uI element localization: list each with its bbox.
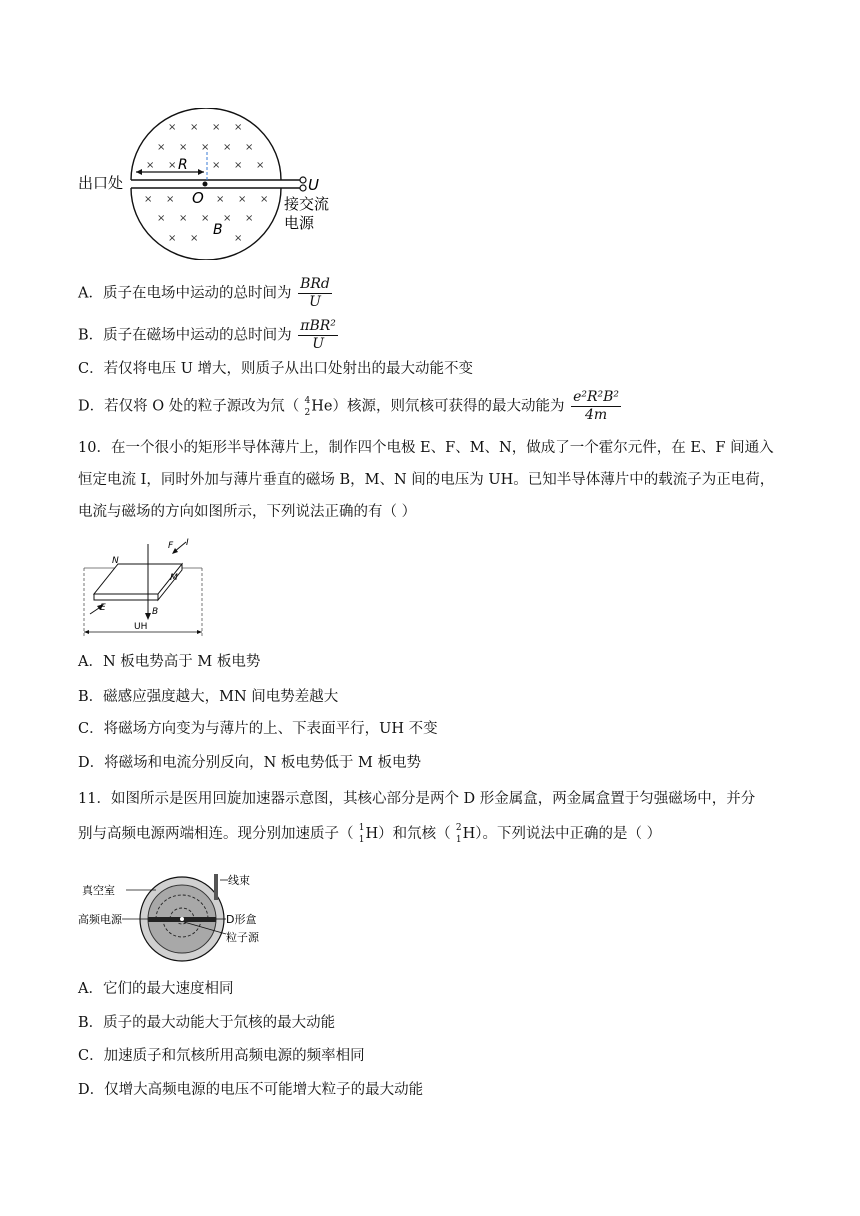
field-mark: ×: [245, 213, 254, 224]
q9-option-d-fraction: [571, 389, 621, 424]
q9-option-d-numerator: e²R²B²: [573, 389, 620, 405]
field-mark: ×: [212, 122, 221, 133]
hall-label-i: I: [186, 538, 189, 548]
cyclotron-label-particle-source: 粒子源: [226, 931, 259, 944]
q11-stem-text-b: H）和氘核（: [365, 826, 451, 842]
cyclotron-label-hf-source: 高频电源: [78, 913, 122, 926]
q11-option-c: C．加速质子和氘核所用高频电源的频率相同: [78, 1048, 365, 1064]
label-ac-line2: 电源: [284, 214, 315, 232]
field-mark: ×: [234, 160, 243, 171]
field-mark: ×: [179, 142, 188, 153]
q9-option-a-numerator: BRd: [300, 276, 330, 292]
field-mark: ×: [216, 194, 225, 205]
field-mark: ×: [168, 122, 177, 133]
q10-option-d: D．将磁场和电流分别反向，N 板电势低于 M 板电势: [78, 755, 421, 771]
q11-option-b: B．质子的最大动能大于氘核的最大动能: [78, 1015, 336, 1031]
field-mark: ×: [223, 142, 232, 153]
field-mark: ×: [238, 194, 247, 205]
q9-option-b-numerator: πBR²: [300, 318, 336, 334]
q9-option-d-text-a: D．若仅将 O 处的粒子源改为氘（: [78, 398, 300, 415]
q9-option-a-text: A．质子在电场中运动的总时间为: [78, 285, 292, 302]
isotope-he: [300, 396, 310, 418]
field-mark: ×: [144, 194, 153, 205]
cyclotron-label-beam: 线束: [228, 874, 250, 887]
isotope-number: 1: [358, 835, 365, 845]
isotope-mass: 2: [455, 823, 462, 833]
field-mark: ×: [212, 160, 221, 171]
q9-option-a-denominator: U: [309, 294, 321, 310]
field-mark: ×: [223, 213, 232, 224]
field-mark: ×: [179, 213, 188, 224]
label-o: O: [192, 189, 204, 207]
hall-label-e: E: [100, 603, 106, 613]
figure-cyclotron: [78, 866, 308, 962]
q11-stem-text-a: 别与高频电源两端相连。现分别加速质子（: [78, 826, 354, 842]
q11-stem-line2: [78, 823, 661, 845]
q9-option-d-text-b: He）核源，则氘核可获得的最大动能为: [311, 398, 565, 415]
field-mark: ×: [146, 160, 155, 171]
label-b: B: [213, 222, 223, 238]
q9-option-c: C．若仅将电压 U 增大，则质子从出口处射出的最大动能不变: [78, 361, 474, 377]
q10-option-c: C．将磁场方向变为与薄片的上、下表面平行，UH 不变: [78, 721, 438, 737]
field-mark: ×: [234, 122, 243, 133]
field-mark: ×: [190, 122, 199, 133]
q9-option-b-text: B．质子在磁场中运动的总时间为: [78, 327, 292, 344]
isotope-number: 1: [455, 835, 462, 845]
isotope-number: 2: [304, 407, 311, 418]
q11-option-a: A．它们的最大速度相同: [78, 981, 234, 997]
label-u: U: [308, 176, 319, 194]
q10-option-b: B．磁感应强度越大，MN 间电势差越大: [78, 689, 339, 705]
field-mark: ×: [256, 160, 265, 171]
q11-option-d: D．仅增大高频电源的电压不可能增大粒子的最大动能: [78, 1082, 424, 1098]
hall-label-uh: UH: [134, 622, 148, 632]
q10-stem-line3: 电流与磁场的方向如图所示，下列说法正确的有（ ）: [78, 504, 417, 520]
q10-stem-line2: 恒定电流 I，同时外加与薄片垂直的磁场 B，M、N 间的电压为 UH。已知半导体薄片中的载流子为正电荷，: [78, 472, 775, 488]
field-mark: ×: [201, 213, 210, 224]
q11-stem-text-c: H）。下列说法中正确的是（ ）: [462, 826, 662, 842]
figure-hall-element: [78, 536, 218, 642]
figure-magnetic-circle: [78, 108, 348, 260]
q10-stem-line1: 10．在一个很小的矩形半导体薄片上，制作四个电极 E、F、M、N，做成了一个霍尔元件，在 E、F 间通入: [78, 440, 774, 456]
field-mark: ×: [168, 160, 177, 171]
field-mark: ×: [168, 233, 177, 244]
isotope-mass: 1: [358, 823, 365, 833]
hall-label-m: M: [170, 573, 178, 583]
field-mark: ×: [245, 142, 254, 153]
q9-option-b: [78, 318, 338, 353]
q9-option-d-denominator: 4m: [584, 407, 608, 423]
field-mark: ×: [260, 194, 269, 205]
field-mark: ×: [234, 233, 243, 244]
cyclotron-label-dbox: D形盒: [226, 913, 257, 926]
q9-option-b-fraction: [298, 318, 338, 353]
isotope-mass: 4: [304, 395, 311, 406]
q9-option-b-denominator: U: [312, 336, 324, 352]
q9-option-a-fraction: [298, 276, 332, 311]
field-mark: ×: [201, 142, 210, 153]
isotope-deuteron: [452, 823, 462, 845]
field-mark: ×: [166, 194, 175, 205]
label-exit: 出口处: [78, 174, 124, 192]
q9-option-d: [78, 389, 621, 424]
label-r: R: [178, 157, 188, 173]
q11-stem-line1: 11．如图所示是医用回旋加速器示意图，其核心部分是两个 D 形金属盒，两金属盒置于匀强磁场中，并分: [78, 791, 756, 807]
hall-label-f: F: [168, 541, 174, 551]
field-mark: ×: [157, 213, 166, 224]
q10-option-a: A．N 板电势高于 M 板电势: [78, 654, 261, 670]
label-ac-line1: 接交流: [284, 195, 330, 213]
field-mark: ×: [190, 233, 199, 244]
isotope-proton: [355, 823, 365, 845]
field-mark: ×: [157, 142, 166, 153]
cyclotron-label-vacuum: 真空室: [82, 884, 115, 897]
q9-option-a: [78, 276, 332, 311]
hall-label-b: B: [152, 607, 159, 617]
hall-label-n: N: [112, 556, 119, 566]
